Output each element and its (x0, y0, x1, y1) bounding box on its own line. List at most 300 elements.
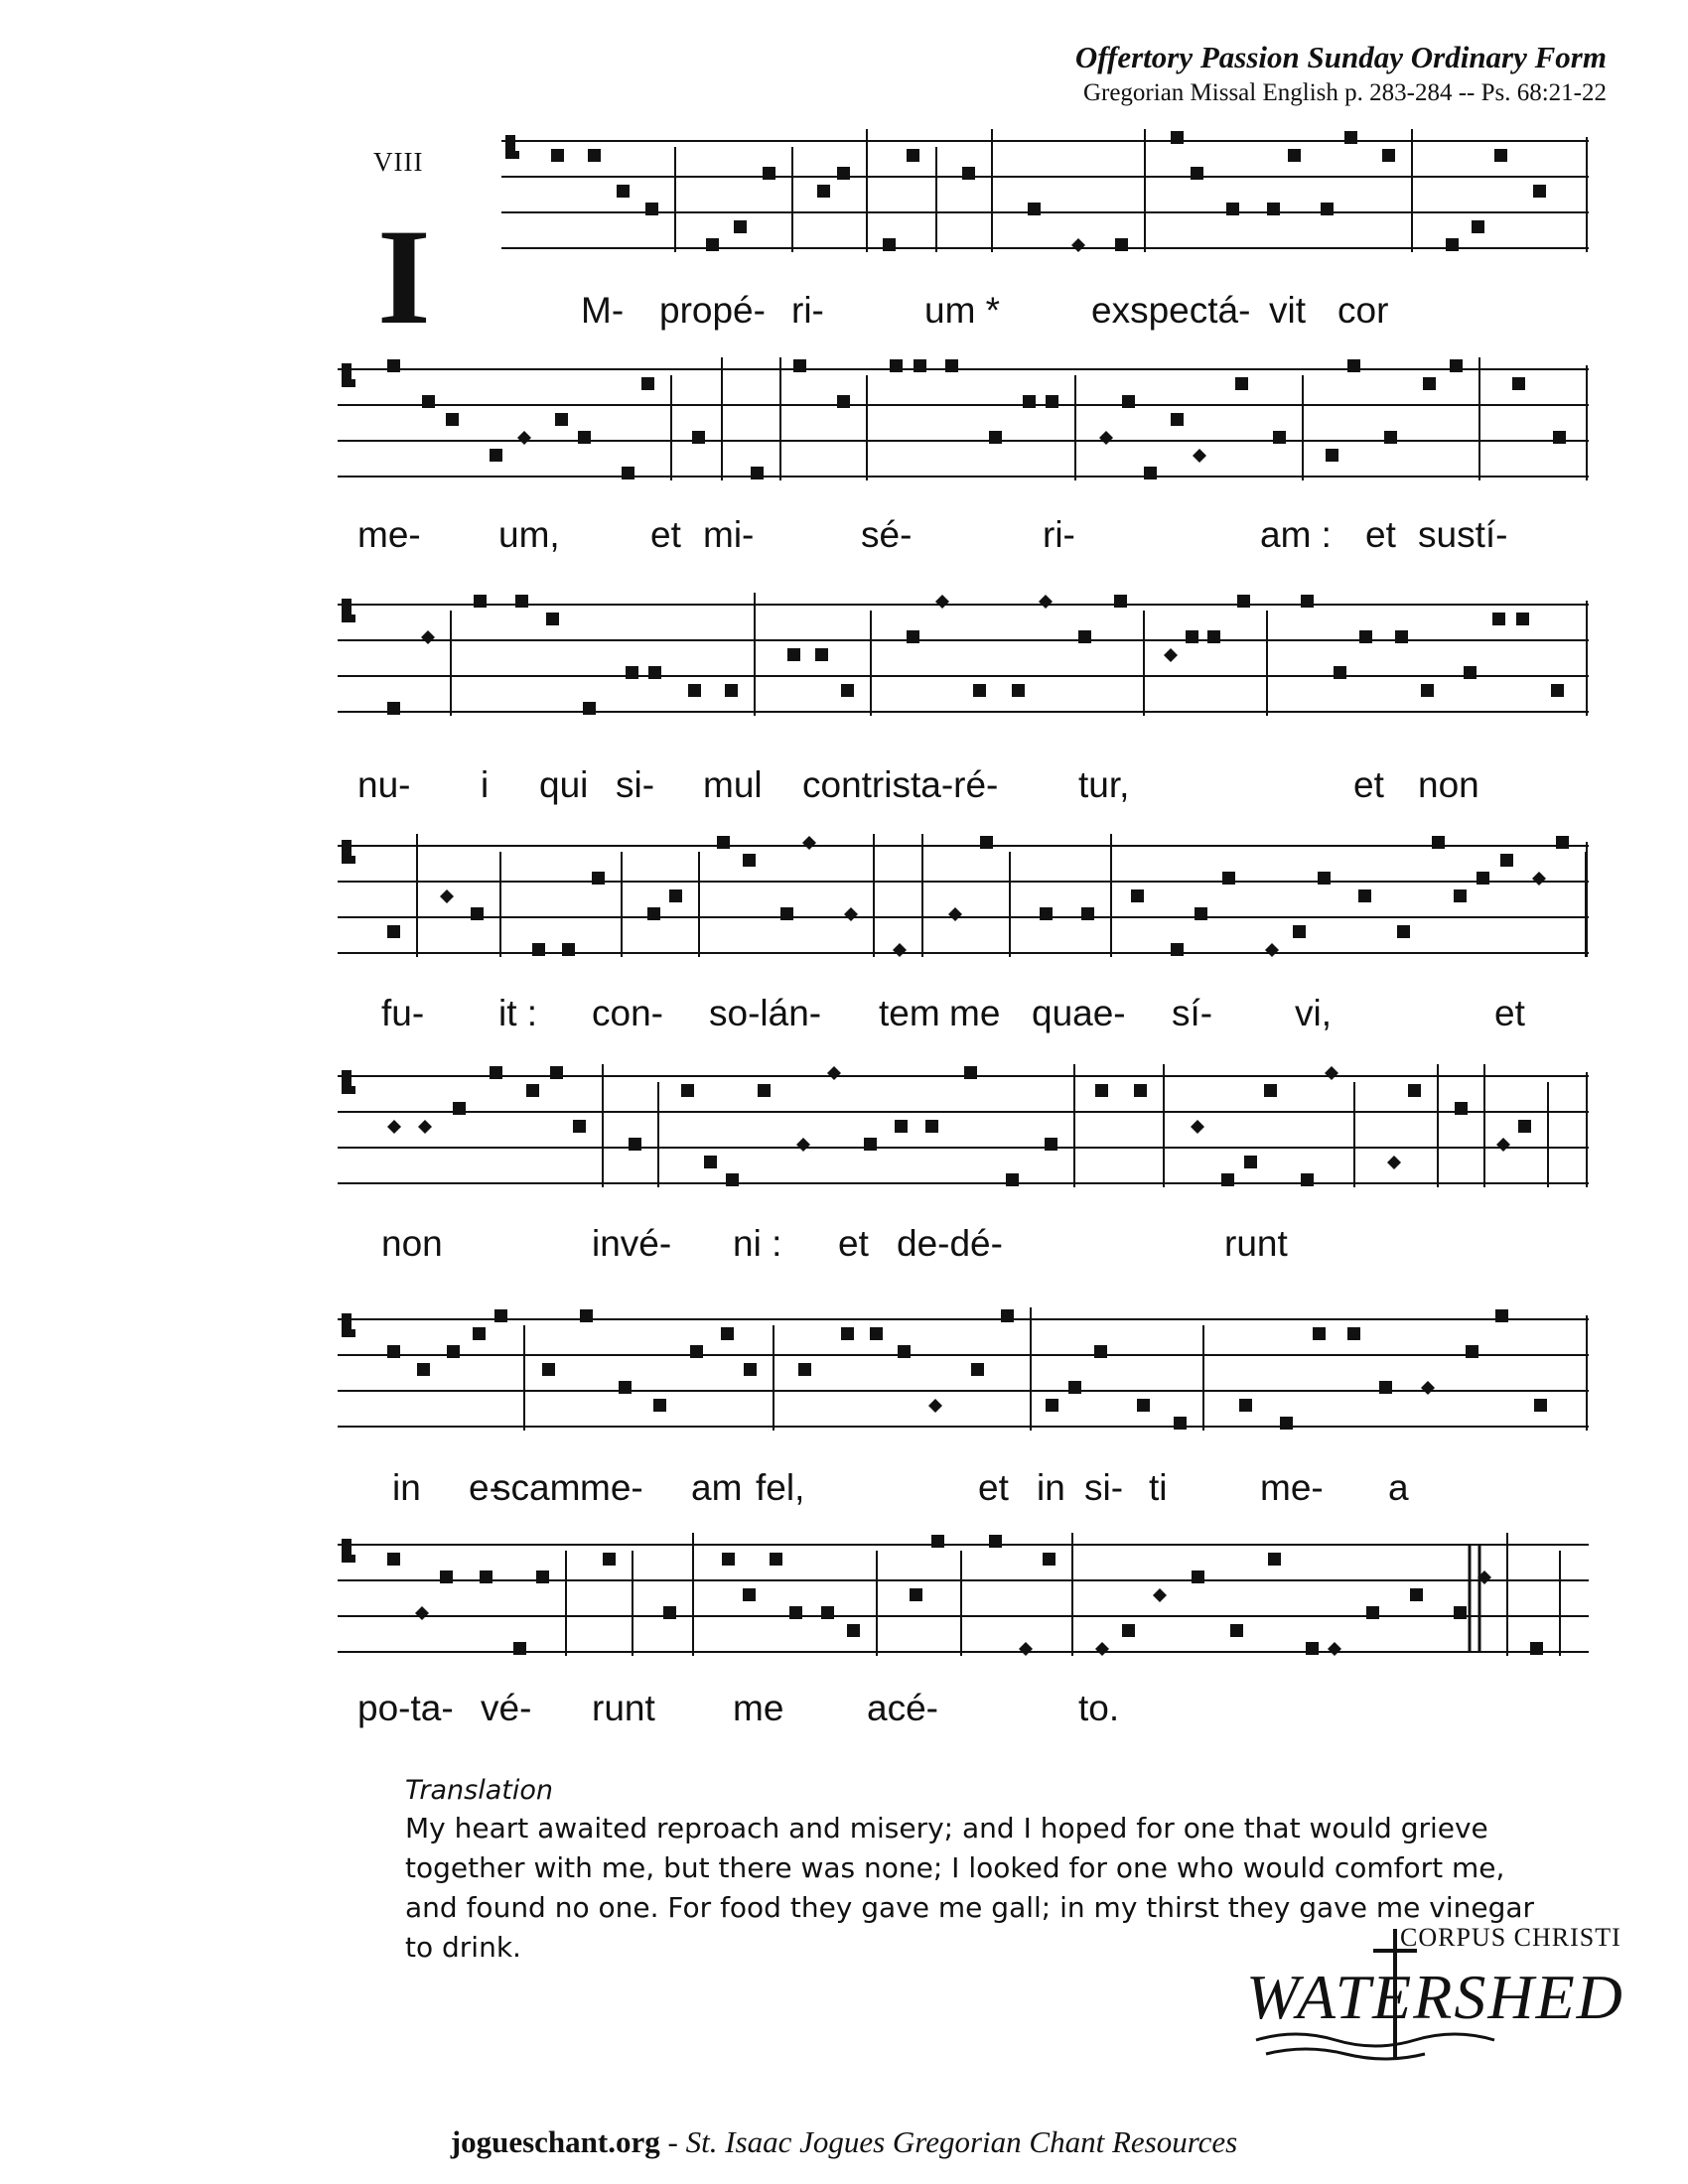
chant-staff (338, 1072, 1589, 1199)
neume-note (1306, 1642, 1319, 1655)
neume-note (1518, 1120, 1531, 1133)
neume-note (802, 836, 816, 850)
neume-note (893, 943, 907, 957)
neume-note (1244, 1156, 1257, 1168)
neume-note (387, 1120, 401, 1134)
neume-note (890, 359, 903, 372)
neume-note (1122, 395, 1135, 408)
neume-note (837, 395, 850, 408)
lyric-syllable: et (838, 1223, 869, 1264)
neume-note (417, 1363, 430, 1376)
lyric-syllable: si- (616, 764, 655, 805)
watershed-logo (1246, 1921, 1643, 2070)
neume-note (780, 907, 793, 920)
neume-note (895, 1120, 908, 1133)
chant-staff (338, 1315, 1589, 1442)
neume-note (1171, 413, 1184, 426)
neume-note (751, 467, 764, 479)
neume-note (722, 1553, 735, 1566)
lyric-syllable: fu- (381, 993, 425, 1033)
neume-note (1222, 872, 1235, 885)
neume-note (1153, 1588, 1167, 1602)
page-title: Offertory Passion Sunday Ordinary Form (1074, 40, 1607, 74)
neume-note (1191, 167, 1203, 180)
lyric-syllable: i (481, 764, 490, 805)
neume-note (1301, 1173, 1314, 1186)
neume-note (1094, 1345, 1107, 1358)
neume-note (1358, 889, 1371, 902)
neume-note (1326, 449, 1338, 462)
neume-note (546, 613, 559, 625)
neume-note (415, 1606, 429, 1620)
neume-note (1556, 836, 1569, 849)
neume-note (743, 854, 756, 867)
neume-note (1410, 1588, 1423, 1601)
lyric-syllable: vé- (481, 1688, 532, 1728)
neume-note (1395, 630, 1408, 643)
neume-note (653, 1399, 666, 1412)
neume-note (1325, 1066, 1338, 1080)
neume-note (1382, 149, 1395, 162)
neume-note (551, 149, 564, 162)
neume-note (422, 395, 435, 408)
neume-note (418, 1120, 432, 1134)
neume-note (1268, 1553, 1281, 1566)
neume-note (532, 943, 545, 956)
neume-note (387, 925, 400, 938)
neume-note (603, 1553, 616, 1566)
lyric-syllable: et (1365, 514, 1396, 555)
neume-note (690, 1345, 703, 1358)
neume-note (770, 1553, 782, 1566)
lyric-syllable: me (733, 1688, 784, 1728)
neume-note (1114, 595, 1127, 608)
chant-staff (338, 365, 1589, 492)
neume-note (1071, 238, 1085, 252)
neume-note (453, 1102, 466, 1115)
lyric-syllable: vi, (1295, 993, 1332, 1033)
neume-note (1046, 395, 1058, 408)
neume-note (1099, 431, 1113, 445)
neume-note (1174, 1417, 1187, 1430)
neume-note (515, 595, 528, 608)
lyric-syllable: et (1353, 764, 1384, 805)
neume-note (641, 377, 654, 390)
neume-note (542, 1363, 555, 1376)
neume-note (583, 702, 596, 715)
neume-note (1045, 1138, 1057, 1151)
neume-note (758, 1084, 771, 1097)
neume-note (1122, 1624, 1135, 1637)
neume-note (447, 1345, 460, 1358)
neume-note (1464, 666, 1477, 679)
neume-note (1512, 377, 1525, 390)
neume-note (706, 238, 719, 251)
neume-note (1039, 595, 1053, 609)
do-clef-icon (342, 1313, 355, 1337)
lyric-syllable: e- (469, 1467, 501, 1508)
logo-corpus-christi: CORPUS CHRISTI (1400, 1923, 1621, 1952)
neume-note (898, 1345, 911, 1358)
lyric-syllable: to. (1078, 1688, 1120, 1728)
drop-cap-initial: I (377, 201, 431, 352)
neume-note (1068, 1381, 1081, 1394)
lyric-syllable: me- (357, 514, 421, 555)
neume-note (1421, 684, 1434, 697)
neume-note (1267, 203, 1280, 215)
neume-note (617, 185, 630, 198)
staff-lines (338, 1541, 1589, 1668)
neume-note (578, 431, 591, 444)
lyric-syllable: in (1037, 1467, 1065, 1508)
neume-note (980, 836, 993, 849)
neume-note (681, 1084, 694, 1097)
lyric-syllable: non (381, 1223, 443, 1264)
neume-note (1533, 185, 1546, 198)
footer-separator: - (659, 2124, 686, 2159)
lyric-syllable: ri- (1043, 514, 1075, 555)
neume-note (721, 1327, 734, 1340)
lyric-line (541, 290, 1584, 334)
lyric-syllable: et (650, 514, 681, 555)
neume-note (1516, 613, 1529, 625)
neume-note (1359, 630, 1372, 643)
lyric-syllable: de-dé- (897, 1223, 1003, 1264)
neume-note (474, 595, 487, 608)
neume-note (734, 220, 747, 233)
neume-note (387, 702, 400, 715)
neume-note (1264, 1084, 1277, 1097)
neume-note (798, 1363, 811, 1376)
lyric-syllable: po-ta- (357, 1688, 454, 1728)
neume-note (1288, 149, 1301, 162)
neume-note (1495, 1309, 1508, 1322)
lyric-syllable: me- (580, 1467, 643, 1508)
neume-note (421, 630, 435, 644)
lyric-syllable: M- (581, 290, 625, 331)
neume-note (1191, 1120, 1204, 1134)
neume-note (763, 167, 775, 180)
neume-note (815, 648, 828, 661)
neume-note (440, 1570, 453, 1583)
neume-note (821, 1606, 834, 1619)
neume-note (1450, 359, 1463, 372)
neume-note (1553, 431, 1566, 444)
neume-note (536, 1570, 549, 1583)
neume-note (1387, 1156, 1401, 1169)
mode-number: VIII (373, 147, 424, 177)
lyric-syllable: a (1388, 1467, 1409, 1508)
neume-note (787, 648, 800, 661)
neume-note (1019, 1642, 1033, 1656)
neume-note (1455, 1102, 1468, 1115)
chant-staff (338, 842, 1589, 969)
neume-note (1472, 220, 1484, 233)
neume-note (1134, 1084, 1147, 1097)
neume-note (1193, 449, 1206, 463)
lyric-syllable: propé- (659, 290, 766, 331)
neume-note (743, 1588, 756, 1601)
neume-note (1171, 943, 1184, 956)
neume-note (837, 167, 850, 180)
neume-note (1347, 359, 1360, 372)
neume-note (1551, 684, 1564, 697)
neume-note (669, 889, 682, 902)
neume-note (1115, 238, 1128, 251)
staff-lines (501, 137, 1589, 264)
neume-note (446, 413, 459, 426)
lyric-syllable: tem (879, 993, 940, 1033)
neume-note (550, 1066, 563, 1079)
neume-note (1028, 203, 1041, 215)
neume-note (1235, 377, 1248, 390)
neume-note (1081, 907, 1094, 920)
neume-note (1446, 238, 1459, 251)
lyric-syllable: fel, (756, 1467, 805, 1508)
staff-lines (338, 365, 1589, 492)
staff-lines (338, 842, 1589, 969)
neume-note (1321, 203, 1334, 215)
footer-site[interactable]: jogueschant.org (450, 2124, 660, 2159)
neume-note (387, 359, 400, 372)
neume-note (648, 666, 661, 679)
lyric-syllable: si- (1084, 1467, 1124, 1508)
lyric-syllable: it : (498, 993, 538, 1033)
lyric-line (357, 1467, 1589, 1511)
neume-note (1384, 431, 1397, 444)
lyric-syllable: um * (924, 290, 1001, 331)
neume-note (914, 359, 926, 372)
lyric-syllable: sí- (1172, 993, 1213, 1033)
neume-note (793, 359, 806, 372)
neume-note (1344, 131, 1357, 144)
neume-note (1095, 1084, 1108, 1097)
neume-note (796, 1138, 810, 1152)
neume-note (725, 684, 738, 697)
lyric-syllable: mul (703, 764, 763, 805)
footer-resources: St. Isaac Jogues Gregorian Chant Resources (685, 2124, 1238, 2159)
lyric-syllable: et (978, 1467, 1009, 1508)
neume-note (847, 1624, 860, 1637)
footer (0, 2124, 1688, 2160)
neume-note (1494, 149, 1507, 162)
neume-note (945, 359, 958, 372)
neume-note (1408, 1084, 1421, 1097)
neume-note (844, 907, 858, 921)
neume-note (1454, 889, 1467, 902)
neume-note (1347, 1327, 1360, 1340)
neume-note (1280, 1417, 1293, 1430)
neume-note (1195, 907, 1207, 920)
lyric-syllable: invé- (592, 1223, 672, 1264)
lyric-syllable: sé- (861, 514, 913, 555)
neume-note (573, 1120, 586, 1133)
lyric-syllable: ri- (791, 290, 824, 331)
neume-note (1366, 1606, 1379, 1619)
neume-note (1237, 595, 1250, 608)
neume-note (1144, 467, 1157, 479)
neume-note (1273, 431, 1286, 444)
lyric-syllable: mi- (703, 514, 755, 555)
neume-note (526, 1084, 539, 1097)
neume-note (619, 1381, 632, 1394)
do-clef-icon (342, 840, 355, 864)
lyric-syllable: so-lán- (709, 993, 822, 1033)
neume-note (1421, 1381, 1435, 1395)
lyric-syllable: con- (592, 993, 663, 1033)
lyric-syllable: scam (492, 1467, 581, 1508)
lyric-syllable: ti (1149, 1467, 1168, 1508)
neume-note (1186, 630, 1198, 643)
neume-note (907, 630, 919, 643)
neume-note (964, 1066, 977, 1079)
neume-note (1313, 1327, 1326, 1340)
lyric-line (357, 993, 1589, 1036)
neume-note (948, 907, 962, 921)
lyric-line (357, 764, 1589, 808)
neume-note (692, 431, 705, 444)
translation-label: Translation (405, 1775, 553, 1806)
neume-note (1095, 1642, 1109, 1656)
source-reference: Gregorian Missal English p. 283-284 -- Ps. 68:21-22 (1082, 79, 1607, 106)
lyric-syllable: in (392, 1467, 421, 1508)
neume-note (1492, 613, 1505, 625)
lyric-syllable: cor (1337, 290, 1389, 331)
neume-note (1207, 630, 1220, 643)
neume-note (1301, 595, 1314, 608)
neume-note (1496, 1138, 1510, 1152)
neume-note (562, 943, 575, 956)
neume-note (1040, 907, 1053, 920)
neume-note (1131, 889, 1144, 902)
lyric-syllable: contrista-ré- (802, 764, 999, 805)
neume-note (513, 1642, 526, 1655)
lyric-syllable: runt (1224, 1223, 1288, 1264)
neume-note (387, 1345, 400, 1358)
neume-note (480, 1570, 492, 1583)
neume-note (789, 1606, 802, 1619)
lyric-syllable: non (1418, 764, 1479, 805)
neume-note (490, 449, 502, 462)
neume-note (622, 467, 634, 479)
neume-note (989, 1535, 1002, 1548)
staff-lines (338, 1072, 1589, 1199)
lyric-line (357, 1688, 1589, 1731)
neume-note (629, 1138, 641, 1151)
neume-note (1432, 836, 1445, 849)
neume-note (1046, 1399, 1058, 1412)
neume-note (1265, 943, 1279, 957)
neume-note (1164, 648, 1178, 662)
lyric-syllable: qui (539, 764, 589, 805)
neume-note (517, 431, 531, 445)
neume-note (580, 1309, 593, 1322)
lyric-syllable: et (1494, 993, 1525, 1033)
neume-note (1500, 854, 1513, 867)
lyric-line (357, 1223, 1589, 1267)
neume-note (387, 1553, 400, 1566)
neume-note (1230, 1624, 1243, 1637)
lyric-syllable: exspectá- (1091, 290, 1251, 331)
neume-note (647, 907, 660, 920)
neume-note (1239, 1399, 1252, 1412)
neume-note (1221, 1173, 1234, 1186)
neume-note (1328, 1642, 1341, 1656)
neume-note (1006, 1173, 1019, 1186)
neume-note (962, 167, 975, 180)
lyric-syllable: ni : (733, 1223, 782, 1264)
do-clef-icon (342, 1539, 355, 1563)
lyric-syllable: tur, (1078, 764, 1130, 805)
neume-note (827, 1066, 841, 1080)
neume-note (907, 149, 919, 162)
neume-note (704, 1156, 717, 1168)
staff-lines (338, 601, 1589, 728)
neume-note (1334, 666, 1346, 679)
neume-note (1532, 872, 1546, 886)
neume-note (971, 1363, 984, 1376)
lyric-syllable: acé- (867, 1688, 938, 1728)
neume-note (473, 1327, 486, 1340)
neume-note (1023, 395, 1036, 408)
lyric-syllable: am : (1260, 514, 1332, 555)
neume-note (1192, 1570, 1204, 1583)
do-clef-icon (342, 363, 355, 387)
neume-note (1293, 925, 1306, 938)
chant-staff (338, 1541, 1589, 1668)
neume-note (626, 666, 638, 679)
neume-note (645, 203, 658, 215)
lyric-syllable: runt (592, 1688, 655, 1728)
neume-note (1226, 203, 1239, 215)
logo-watershed: WATERSHED (1246, 1962, 1624, 2032)
neume-note (910, 1588, 922, 1601)
neume-note (928, 1399, 942, 1413)
neume-note (931, 1535, 944, 1548)
do-clef-icon (342, 599, 355, 622)
chant-staff (338, 601, 1589, 728)
neume-note (841, 1327, 854, 1340)
neume-note (841, 684, 854, 697)
neume-note (555, 413, 568, 426)
lyric-syllable: vit (1269, 290, 1306, 331)
staff-lines (338, 1315, 1589, 1442)
neume-note (440, 889, 454, 903)
neume-note (1397, 925, 1410, 938)
neume-note (1078, 630, 1091, 643)
neume-note (870, 1327, 883, 1340)
neume-note (471, 907, 484, 920)
neume-note (1466, 1345, 1478, 1358)
neume-note (1001, 1309, 1014, 1322)
neume-note (935, 595, 949, 609)
neume-note (1477, 872, 1489, 885)
neume-note (1379, 1381, 1392, 1394)
neume-note (592, 872, 605, 885)
neume-note (688, 684, 701, 697)
chant-staff (501, 137, 1589, 264)
neume-note (1137, 1399, 1150, 1412)
neume-note (1534, 1399, 1547, 1412)
neume-note (1454, 1606, 1467, 1619)
translation-text: My heart awaited reproach and misery; and I hoped for one that would grieve together with me, but there was none; I looked for one who would comfort me, and found no one. For food they gave me gall; in my thirst they gave me vinegar to drink. (405, 1812, 1535, 1964)
neume-note (726, 1173, 739, 1186)
lyric-syllable: nu- (357, 764, 411, 805)
neume-note (1530, 1642, 1543, 1655)
neume-note (717, 836, 730, 849)
lyric-syllable: me- (1260, 1467, 1324, 1508)
neume-note (817, 185, 830, 198)
